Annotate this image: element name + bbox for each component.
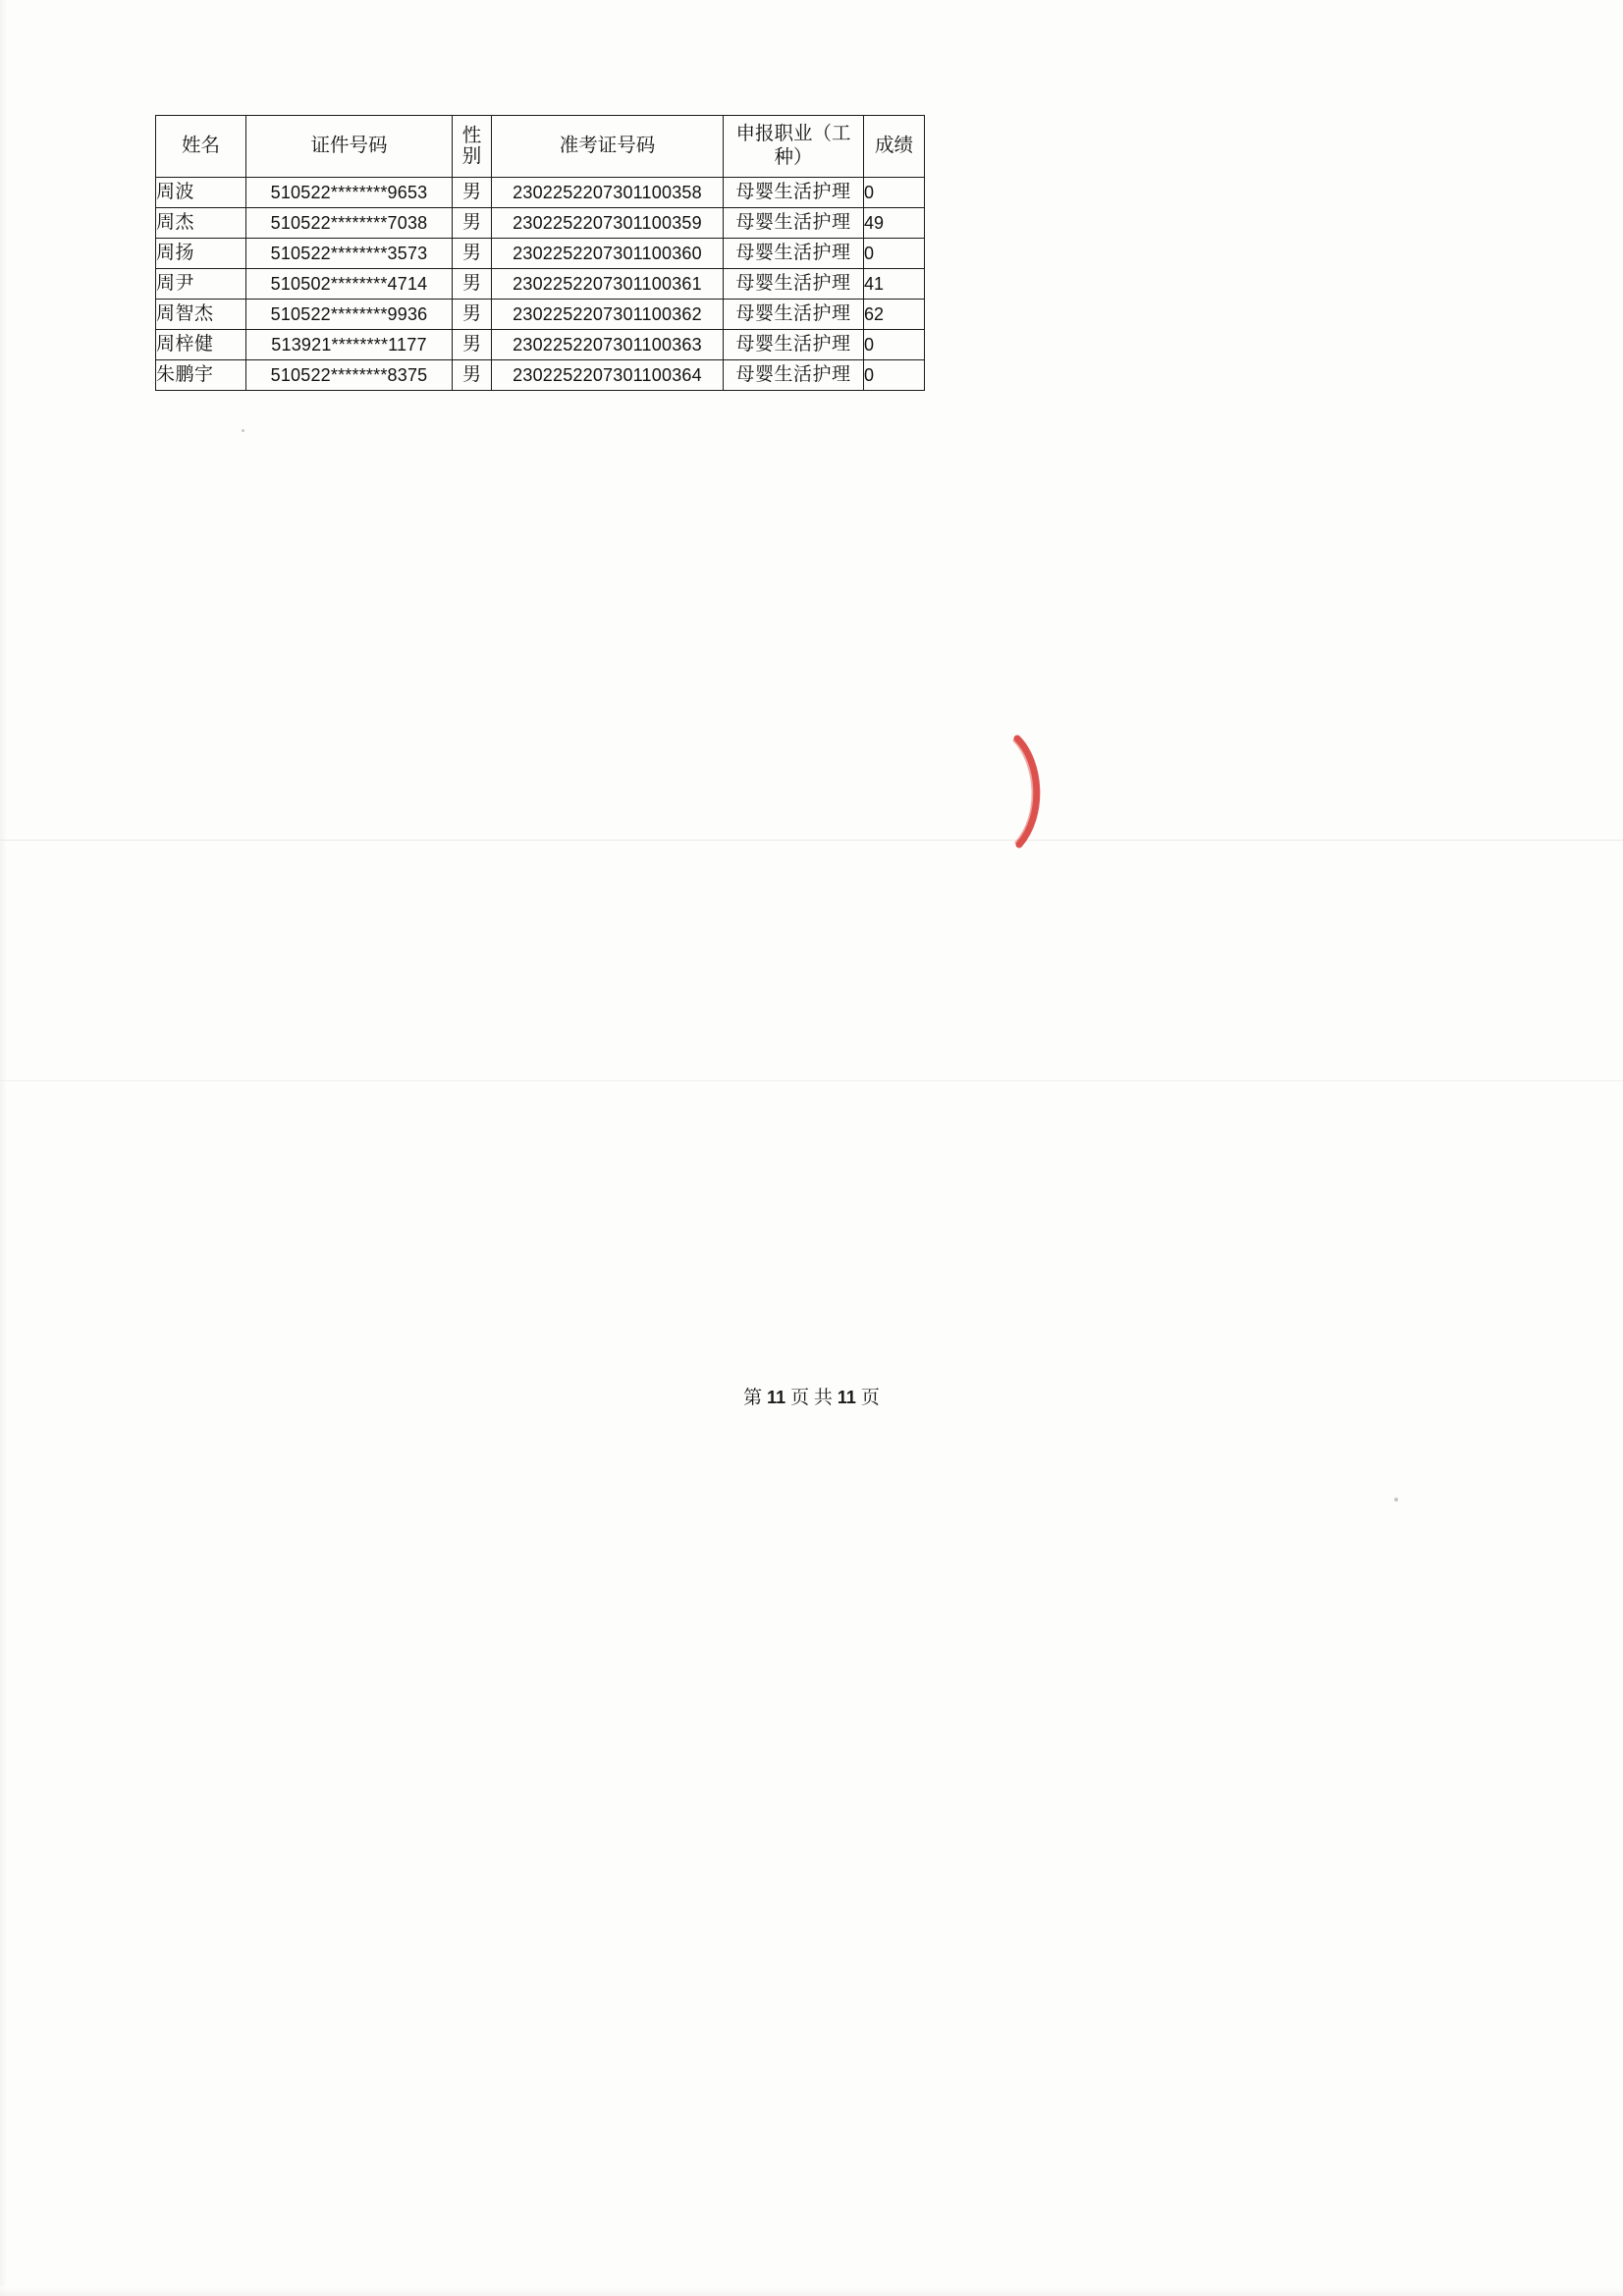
cell-ticket: 2302252207301100359 bbox=[492, 208, 724, 239]
cell-name: 朱鹏宇 bbox=[156, 360, 246, 391]
cell-name: 周扬 bbox=[156, 239, 246, 269]
column-header-ticket-no: 准考证号码 bbox=[492, 116, 724, 178]
page-footer bbox=[0, 1383, 1623, 1409]
table-row bbox=[156, 178, 925, 208]
cell-sex: 男 bbox=[453, 208, 492, 239]
cell-score: 41 bbox=[864, 269, 925, 300]
cell-score: 0 bbox=[864, 239, 925, 269]
table-row bbox=[156, 300, 925, 330]
cell-score: 49 bbox=[864, 208, 925, 239]
cell-sex: 男 bbox=[453, 269, 492, 300]
footer-current-page: 11 bbox=[767, 1388, 786, 1407]
cell-job: 母婴生活护理 bbox=[724, 360, 864, 391]
cell-score: 62 bbox=[864, 300, 925, 330]
footer-prefix: 第 bbox=[743, 1388, 763, 1408]
cell-ticket: 2302252207301100364 bbox=[492, 360, 724, 391]
column-header-sex-line2: 别 bbox=[461, 146, 482, 167]
cell-job: 母婴生活护理 bbox=[724, 178, 864, 208]
column-header-score: 成绩 bbox=[864, 116, 925, 178]
table-row bbox=[156, 360, 925, 391]
footer-suffix: 页 bbox=[860, 1388, 880, 1408]
scan-edge-bottom bbox=[0, 2286, 1623, 2296]
paper-fold-line bbox=[0, 840, 1623, 841]
cell-id-no: 510522********3573 bbox=[246, 239, 453, 269]
scan-edge-left bbox=[0, 0, 8, 2296]
cell-score: 0 bbox=[864, 360, 925, 391]
table-row bbox=[156, 269, 925, 300]
table-row bbox=[156, 330, 925, 360]
cell-id-no: 510522********9936 bbox=[246, 300, 453, 330]
table-row bbox=[156, 239, 925, 269]
cell-sex: 男 bbox=[453, 360, 492, 391]
cell-ticket: 2302252207301100362 bbox=[492, 300, 724, 330]
cell-sex: 男 bbox=[453, 300, 492, 330]
cell-id-no: 510522********7038 bbox=[246, 208, 453, 239]
score-table bbox=[155, 115, 925, 391]
cell-job: 母婴生活护理 bbox=[724, 208, 864, 239]
table-body bbox=[156, 178, 925, 391]
cell-id-no: 510522********9653 bbox=[246, 178, 453, 208]
column-header-id-no: 证件号码 bbox=[246, 116, 453, 178]
official-seal-arc-icon bbox=[1011, 735, 1100, 848]
footer-total-pages: 11 bbox=[837, 1388, 856, 1407]
table-row bbox=[156, 208, 925, 239]
cell-name: 周杰 bbox=[156, 208, 246, 239]
cell-sex: 男 bbox=[453, 239, 492, 269]
cell-score: 0 bbox=[864, 178, 925, 208]
cell-sex: 男 bbox=[453, 178, 492, 208]
table-header bbox=[156, 116, 925, 178]
cell-score: 0 bbox=[864, 330, 925, 360]
scan-speck bbox=[1394, 1498, 1398, 1502]
footer-middle: 页 共 bbox=[790, 1388, 833, 1408]
paper-fold-line-secondary bbox=[0, 1080, 1623, 1081]
column-header-sex bbox=[453, 116, 492, 178]
cell-name: 周梓健 bbox=[156, 330, 246, 360]
table-header-row bbox=[156, 116, 925, 178]
cell-job: 母婴生活护理 bbox=[724, 269, 864, 300]
cell-id-no: 510522********8375 bbox=[246, 360, 453, 391]
scan-speck bbox=[242, 429, 244, 432]
cell-ticket: 2302252207301100358 bbox=[492, 178, 724, 208]
cell-job: 母婴生活护理 bbox=[724, 330, 864, 360]
column-header-job: 申报职业（工种） bbox=[724, 116, 864, 178]
cell-job: 母婴生活护理 bbox=[724, 300, 864, 330]
cell-name: 周智杰 bbox=[156, 300, 246, 330]
cell-id-no: 510502********4714 bbox=[246, 269, 453, 300]
cell-name: 周尹 bbox=[156, 269, 246, 300]
column-header-name: 姓名 bbox=[156, 116, 246, 178]
cell-ticket: 2302252207301100363 bbox=[492, 330, 724, 360]
cell-job: 母婴生活护理 bbox=[724, 239, 864, 269]
cell-id-no: 513921********1177 bbox=[246, 330, 453, 360]
cell-sex: 男 bbox=[453, 330, 492, 360]
cell-name: 周波 bbox=[156, 178, 246, 208]
cell-ticket: 2302252207301100360 bbox=[492, 239, 724, 269]
column-header-sex-line1: 性 bbox=[461, 125, 482, 146]
cell-ticket: 2302252207301100361 bbox=[492, 269, 724, 300]
